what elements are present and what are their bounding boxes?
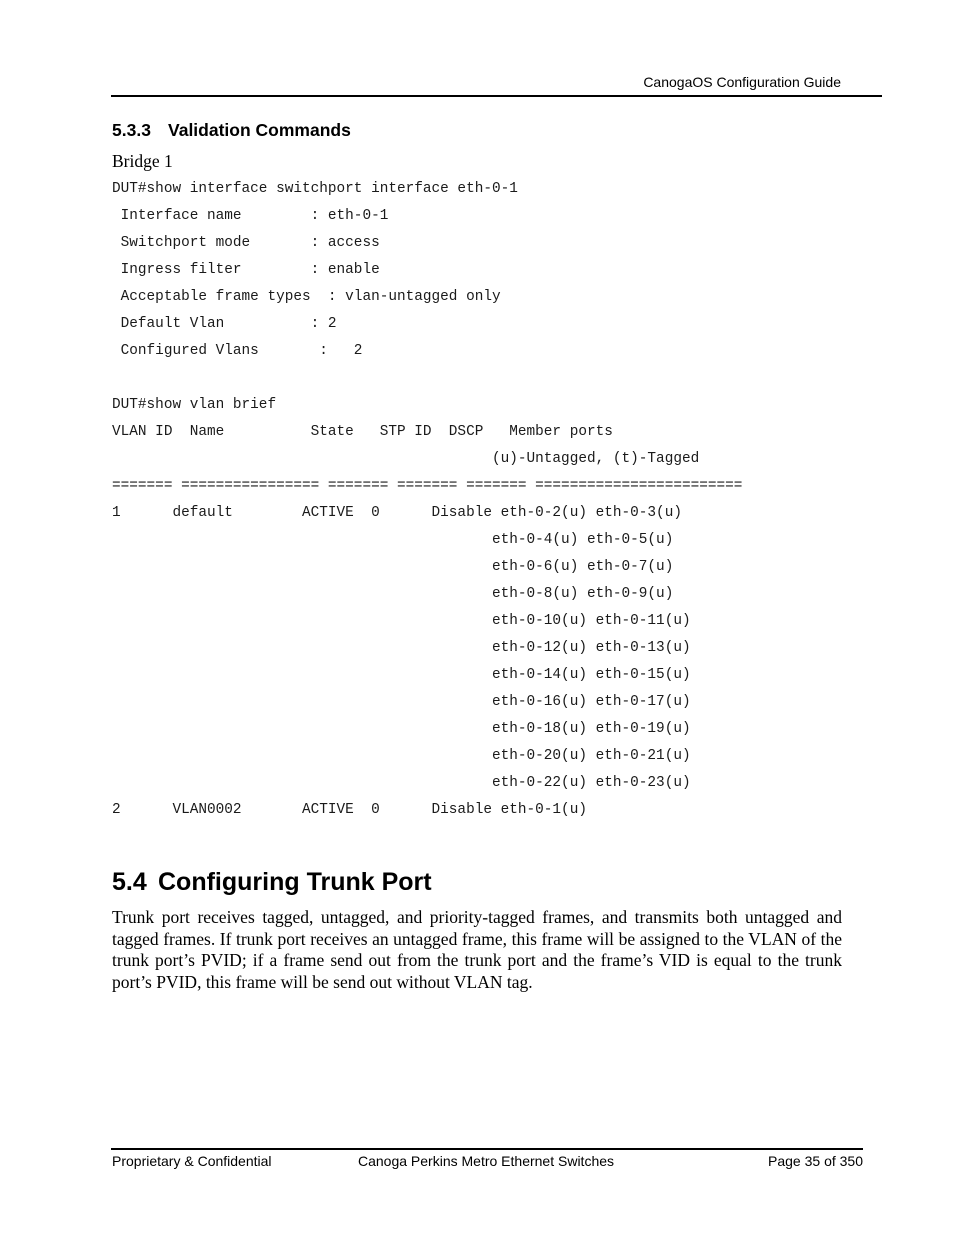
cli-line: eth-0-10(u) eth-0-11(u) <box>112 613 691 629</box>
cli-line: DUT#show vlan brief <box>112 397 277 413</box>
subheading-bridge: Bridge 1 <box>112 151 173 171</box>
cli-line: eth-0-20(u) eth-0-21(u) <box>112 748 691 764</box>
cli-line: eth-0-22(u) eth-0-23(u) <box>112 775 691 791</box>
cli-line: Switchport mode : access <box>112 235 380 251</box>
cli-line: Ingress filter : enable <box>112 262 380 278</box>
cli-line: (u)-Untagged, (t)-Tagged <box>112 451 700 467</box>
section-number: 5.4 <box>112 868 147 896</box>
footer-page-number: Page 35 of 350 <box>768 1153 863 1169</box>
cli-line <box>112 365 742 392</box>
cli-output-block <box>112 176 742 824</box>
header-rule <box>111 95 882 97</box>
cli-line: eth-0-16(u) eth-0-17(u) <box>112 694 691 710</box>
cli-line: Interface name : eth-0-1 <box>112 208 389 224</box>
cli-line: eth-0-14(u) eth-0-15(u) <box>112 667 691 683</box>
section-heading-5-3-3 <box>112 120 351 141</box>
section-title: Configuring Trunk Port <box>158 868 432 896</box>
cli-line: Configured Vlans : 2 <box>112 343 363 359</box>
cli-line: eth-0-6(u) eth-0-7(u) <box>112 559 674 575</box>
section-number: 5.3.3 <box>112 120 151 140</box>
cli-line: Acceptable frame types : vlan-untagged only <box>112 289 501 305</box>
running-header-title: CanogaOS Configuration Guide <box>643 74 841 90</box>
cli-line: eth-0-4(u) eth-0-5(u) <box>112 532 674 548</box>
cli-line: eth-0-12(u) eth-0-13(u) <box>112 640 691 656</box>
cli-line: 2 VLAN0002 ACTIVE 0 Disable eth-0-1(u) <box>112 802 587 818</box>
cli-line: DUT#show interface switchport interface eth-0-1 <box>112 181 518 197</box>
body-paragraph: Trunk port receives tagged, untagged, and priority-tagged frames, and transmits both untagged and tagged frames. If trunk port receives an untagged frame, this frame will be assigned to the VLAN of the trunk port’s PVID; if a frame send out from the trunk port and the frame’s VID is equal to the trunk port’s PVID, this frame will be send out without VLAN tag. <box>112 907 842 993</box>
cli-line: eth-0-8(u) eth-0-9(u) <box>112 586 674 602</box>
section-title: Validation Commands <box>168 120 351 140</box>
footer-rule <box>111 1148 863 1150</box>
section-heading-5-4 <box>112 868 432 897</box>
cli-line: eth-0-18(u) eth-0-19(u) <box>112 721 691 737</box>
footer-confidentiality: Proprietary & Confidential <box>112 1153 272 1169</box>
cli-line: VLAN ID Name State STP ID DSCP Member ports <box>112 424 613 440</box>
cli-line: Default Vlan : 2 <box>112 316 337 332</box>
cli-line: 1 default ACTIVE 0 Disable eth-0-2(u) eth-0-3(u) <box>112 505 682 521</box>
cli-line: ======= ================ ======= ======= ======= ======================== <box>112 478 743 494</box>
footer-product: Canoga Perkins Metro Ethernet Switches <box>358 1153 615 1169</box>
